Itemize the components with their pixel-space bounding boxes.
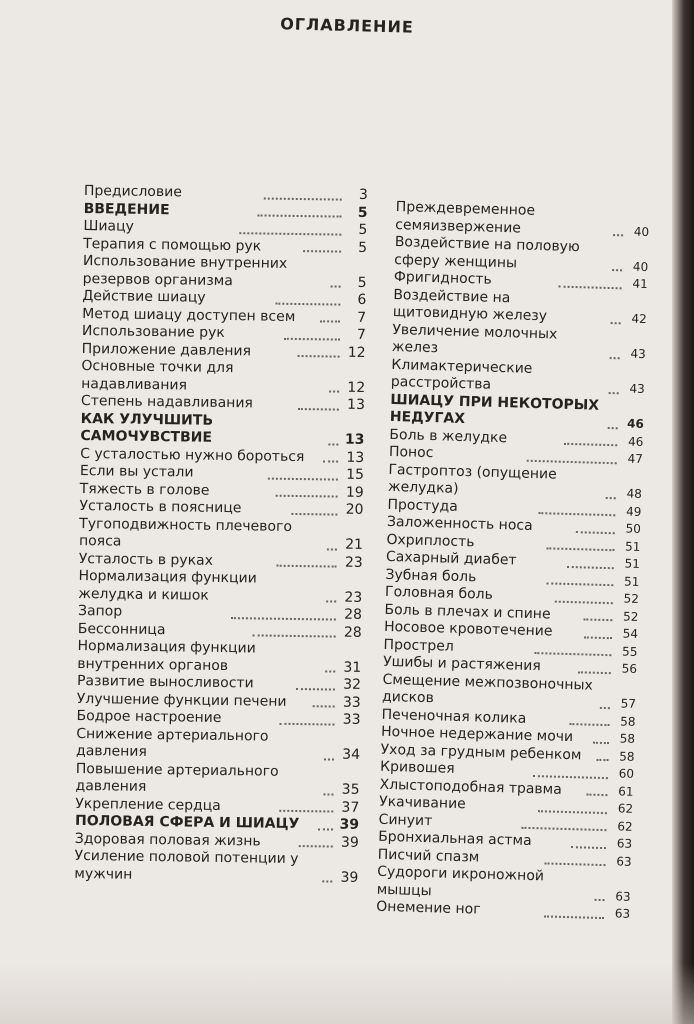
toc-dot-leader [284,337,340,340]
toc-dot-leader [291,512,337,515]
toc-dot-leader [593,741,609,743]
toc-page-number: 54 [622,626,639,641]
toc-page-number: 7 [356,326,367,343]
toc-entry-title: Гастроптоз (опущение желудка) [387,461,557,497]
toc-entry-title: Повышение артериального давления [75,760,279,795]
toc-entry [83,253,367,292]
toc-dot-leader [298,408,339,411]
toc-page-number: 6 [357,291,367,308]
toc-entry [78,568,362,607]
toc-dot-leader [611,322,621,324]
toc-page-number: 20 [345,501,364,518]
toc-dot-leader [578,671,611,674]
toc-page-number: 33 [342,711,361,728]
toc-entry [74,848,358,887]
toc-dot-leader [277,565,337,568]
toc-page-number: 63 [616,836,633,851]
toc-page-number: 5 [358,239,368,256]
toc-dot-leader [323,460,338,462]
toc-dot-leader [544,915,604,919]
toc-dot-leader [320,320,340,322]
toc-page-number: 39 [340,834,359,851]
toc-entry-title: Писчий спазм [377,846,480,866]
toc-dot-leader [276,495,338,498]
toc-dot-leader [583,618,612,621]
toc-entry-title: Воздействие на половую сферу женщины [394,233,580,271]
toc-dot-leader [325,670,335,672]
toc-entry-title: Основные точки для надавливания [81,357,234,393]
toc-page-number: 40 [632,259,649,274]
toc-left-column [74,183,368,887]
toc-dot-leader [559,285,622,289]
toc-entry-title: Приложение давления [81,340,252,359]
toc-dot-leader [587,794,608,797]
toc-entry-title: Смещение межпозвоночных дисков [381,671,594,707]
toc-dot-leader [328,443,338,445]
toc-dot-leader [253,634,336,637]
toc-section-heading [80,410,364,449]
toc-dot-leader [608,427,618,429]
toc-page-number: 62 [617,801,634,816]
toc-dot-leader [326,600,336,602]
toc-page-number: 63 [616,853,632,869]
toc-page-number: 37 [341,799,360,816]
toc-dot-leader [327,548,337,550]
toc-dot-leader [297,355,339,358]
toc-dot-leader [313,705,335,707]
toc-entry-title: Бодрое настроение [76,707,222,726]
toc-entry-title: Заложенность носа [386,513,533,534]
toc-page-number: 41 [632,276,648,292]
toc-page-number: 56 [621,661,638,676]
toc-page-number: 52 [622,609,639,624]
toc-page-number: 5 [358,221,368,238]
toc-entry-title: Воздействие на щитовидную железу [392,286,548,325]
toc-dot-leader [597,759,609,761]
toc-page-number: 57 [620,696,637,711]
toc-entry-title: КАК УЛУЧШИТЬ САМОЧУВСТВИЕ [80,410,214,446]
toc-entry-title: Укрепление сердца [75,795,221,814]
toc-dot-leader [264,197,342,200]
toc-entry-title: Печеночная колика [381,706,527,727]
toc-dot-leader [613,234,623,236]
toc-dot-leader [570,723,610,726]
toc-entry-title: Метод шиацу доступен всем [82,305,296,325]
toc-entry-title: Здоровая половая жизнь [74,830,261,850]
toc-page-number: 43 [629,381,645,397]
toc-entry-title: Степень надавливания [80,392,254,412]
toc-page-number: 39 [340,869,359,886]
toc-dot-leader [594,899,604,901]
toc-page-number: 63 [614,906,631,921]
toc-dot-leader [533,775,608,779]
toc-dot-leader [555,600,613,604]
toc-entry-title: Боль в желудке [389,426,508,446]
toc-entry-title: Развитие выносливости [76,672,254,692]
toc-dot-leader [279,810,333,813]
toc-page-number: 61 [618,783,634,799]
toc-entry-title: Уход за грудным ребенком [380,741,582,763]
toc-page-number: 23 [344,589,363,606]
toc-entry-title: Преждевременное семяизвержение [395,199,536,236]
toc-entry-title: Использование рук [81,322,225,341]
toc-page-number: 13 [346,396,366,413]
toc-page-number: 5 [357,274,367,291]
toc-entry-title: Терапия с помощью рук [83,235,262,254]
toc-page-number: 19 [345,484,364,501]
toc-dot-leader [318,828,333,830]
toc-page-number: 5 [357,204,368,221]
toc-entry [79,515,363,554]
toc-page-number: 43 [630,346,646,362]
toc-page-number: 49 [625,504,642,519]
toc-dot-leader [303,250,341,253]
toc-entry-title: ПОЛОВАЯ СФЕРА И ШИАЦУ [74,812,300,833]
toc-entry-title: Нормализация функции желудка и кишок [78,567,257,604]
toc-dot-leader [322,880,332,882]
toc-dot-leader [576,531,615,534]
toc-entry-title: Хлыстоподобная травма [379,776,563,798]
toc-entry-title: Фригидность [393,268,493,288]
toc-entry [75,760,359,799]
toc-page-number: 51 [623,574,640,589]
toc-entry-title: Бессонница [77,620,166,638]
toc-entry-title: ВВЕДЕНИЕ [83,200,170,218]
toc-entry-title: Ушибы и растяжения [382,653,542,675]
page-bottom-shade [0,964,694,1024]
toc-entry-title: Охриплость [386,531,475,550]
toc-page-number: 21 [345,536,364,553]
toc-dot-leader [240,232,342,235]
toc-entry-title: Зубная боль [385,566,477,585]
toc-dot-leader [547,582,614,586]
toc-page-number: 46 [627,434,644,449]
toc-page-number: 58 [619,731,636,746]
toc-dot-leader [584,636,612,639]
toc-entry-title: Ночное недержание мочи [380,723,574,746]
toc-page-number: 7 [357,309,367,326]
toc-dot-leader [564,443,617,446]
toc-page-number: 62 [617,818,633,834]
toc-dot-leader [280,722,335,725]
toc-entry-title: Простуда [387,496,459,515]
toc-entry [81,358,365,397]
toc-entry-title: Кривошея [379,758,455,777]
toc-entry-title: Действие шиацу [82,287,206,306]
toc-entry-title: Понос [388,443,434,462]
toc-page-number: 63 [615,888,631,904]
toc-entry-title: Носовое кровотечение [383,618,553,640]
toc-entry [77,638,361,677]
toc-entry-title: Судороги икроножной мышцы [376,863,545,899]
toc-page-number: 35 [341,781,360,798]
toc-dot-leader [571,846,606,849]
toc-dot-leader [546,547,614,551]
toc-dot-leader [323,793,333,795]
toc-entry-title: Укачивание [378,793,466,813]
toc-dot-leader [544,862,605,866]
toc-page-number: 42 [631,311,647,327]
toc-page-number: 12 [347,344,366,361]
page-title: ОГЛАВЛЕНИЕ [279,14,415,37]
page-edge-shadow [672,0,694,1024]
toc-right-column [376,199,650,923]
toc-dot-leader [538,810,607,814]
toc-entry-title: Шиацу [83,217,134,235]
toc-page-number: 28 [344,606,363,623]
toc-page-number: 12 [347,379,366,396]
toc-page-number: 46 [626,416,645,432]
toc-page-number: 28 [343,624,362,641]
toc-page-number: 13 [346,449,365,466]
toc-page-number: 40 [633,224,650,239]
toc-dot-leader [606,496,616,498]
toc-page-number: 47 [627,451,644,466]
toc-dot-leader [612,269,622,271]
toc-entry-title: Сахарный диабет [385,548,517,569]
toc-entry-title: Нормализация функции внутренних органов [77,637,256,674]
toc-dot-leader [567,565,614,568]
toc-page-number: 52 [623,591,640,606]
toc-dot-leader [600,706,610,708]
toc-dot-leader [268,477,338,480]
toc-entry-title: Снижение артериального давления [75,725,269,760]
toc-dot-leader [610,357,620,359]
toc-entry-title: Использование внутренних резервов организма [82,252,288,289]
toc-entry-title: Головная боль [384,583,494,603]
toc-entry-title: С усталостью нужно бороться [80,445,305,465]
toc-page-number: 15 [346,466,365,483]
toc-page-number: 48 [626,486,643,501]
toc-page-number: 34 [342,746,361,763]
toc-page-number: 51 [624,539,641,554]
toc-page-number: 39 [339,816,360,833]
toc-page-number: 58 [620,713,636,729]
toc-page-number: 23 [344,554,363,571]
toc-entry-title: Климактерические расстройства [390,356,533,393]
toc-page-number: 3 [358,186,368,203]
toc-entry-title: Прострел [383,636,455,655]
toc-entry-title: ШИАЦУ ПРИ НЕКОТОРЫХ НЕДУГАХ [389,391,600,428]
toc-entry [76,725,360,764]
toc-page-number: 33 [342,694,361,711]
toc-entry-title: Запор [77,602,123,620]
toc-entry-title: Усталость в руках [78,550,214,569]
toc-entry-title: Онемение ног [376,898,481,918]
toc-page-number: 31 [343,659,362,676]
toc-entry-title: Тяжесть в голове [79,480,210,499]
toc-page-number: 55 [621,643,638,659]
toc-page-number: 60 [618,766,635,781]
toc-page-number: 58 [619,748,635,764]
toc-dot-leader [331,285,341,287]
toc-dot-leader [296,688,335,691]
toc-dot-leader [258,214,342,217]
toc-dot-leader [275,302,340,305]
toc-entry-title: Усталость в пояснице [79,497,242,517]
toc-dot-leader [538,512,615,516]
toc-page-number: 32 [343,676,362,693]
toc-entry-title: Если вы устали [79,462,194,481]
toc-dot-leader [534,652,611,656]
toc-entry-title: Усиление половой потенции у мужчин [74,847,299,883]
toc-dot-leader [609,392,619,394]
toc-page-number: 50 [625,521,642,536]
toc-entry-title: Улучшение функции печени [76,690,287,710]
toc-page-number: 51 [624,556,641,571]
toc-dot-leader [329,390,339,392]
toc-entry-title: Бронхиальная астма [377,828,532,850]
toc-entry-title: Предисловие [83,183,182,201]
toc-entry-title: Боль в плечах и спине [384,601,551,622]
toc-dot-leader [527,459,617,464]
toc-entry-title: Синуит [378,811,433,829]
toc-dot-leader [324,758,334,760]
toc-page-number: 13 [344,431,365,448]
toc-dot-leader [299,845,333,847]
toc-entry-title: Тугоподвижность плечевого пояса [78,515,293,550]
toc-dot-leader [231,617,336,620]
toc-entry-title: Увеличение молочных желез [391,321,558,357]
toc-dot-leader [521,827,606,831]
